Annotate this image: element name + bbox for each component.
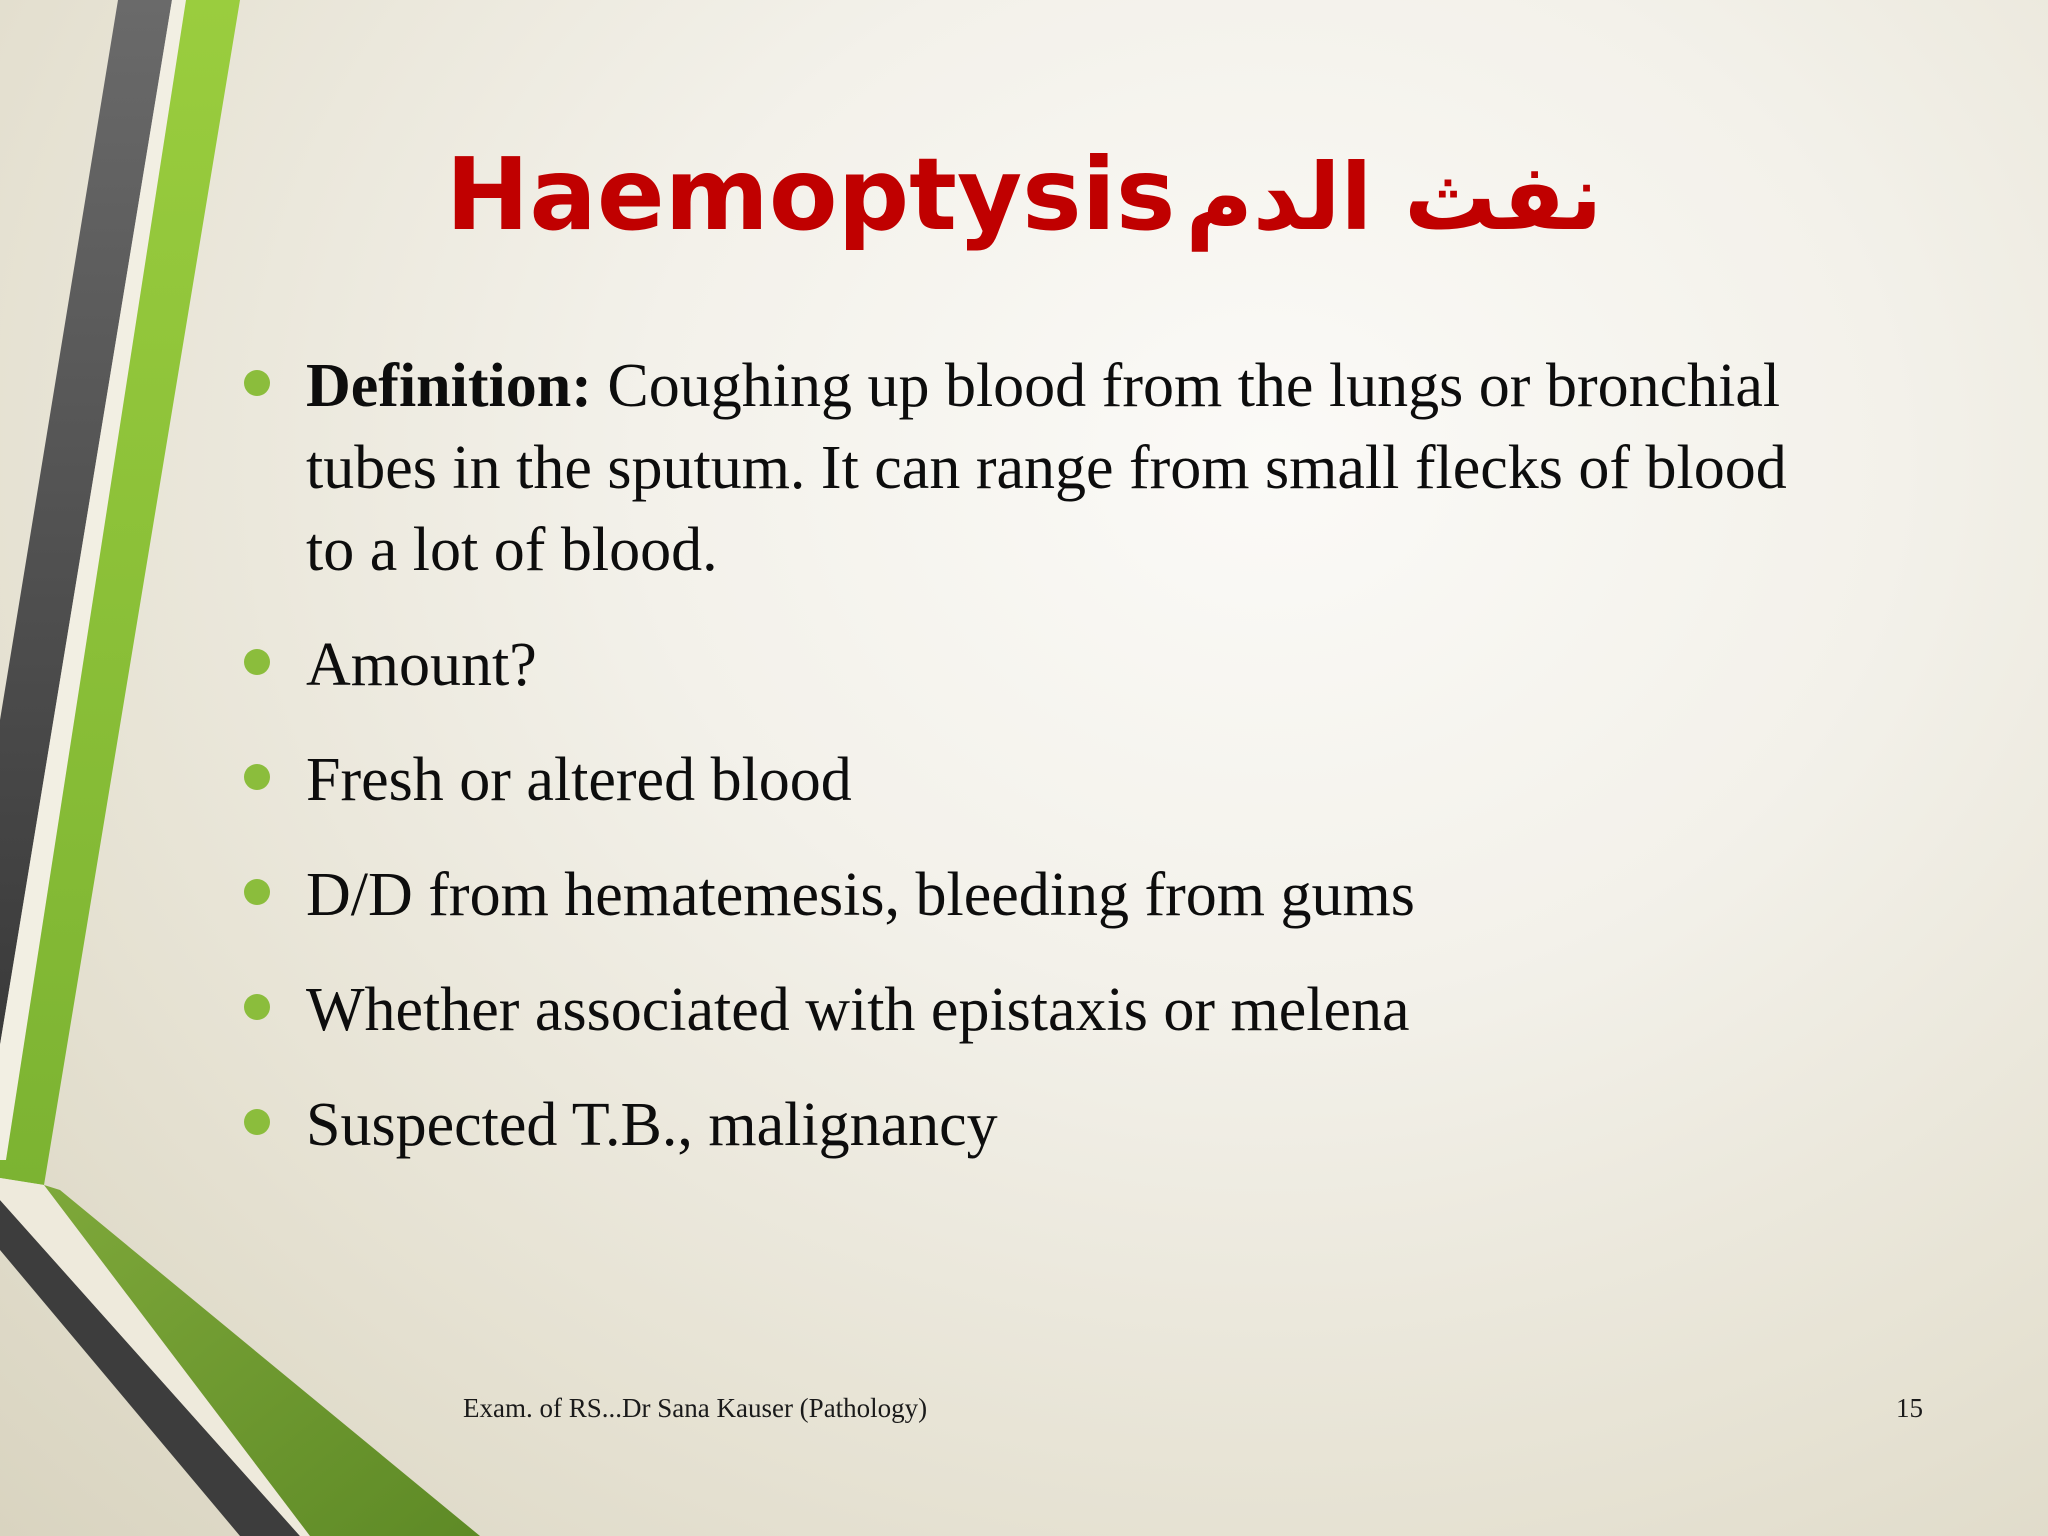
bullet-icon — [244, 649, 270, 675]
bullet-text: Fresh or altered blood — [306, 746, 852, 814]
cream-diagonal-line — [0, 1178, 310, 1536]
bullet-text: Amount? — [306, 631, 537, 699]
bullet-label: Definition: — [306, 352, 592, 420]
page-number: 15 — [1896, 1393, 1923, 1423]
title-text: Haemoptysis — [445, 136, 1176, 253]
bullet-item — [240, 624, 1800, 706]
bullet-item — [240, 345, 1800, 591]
bullet-icon — [244, 879, 270, 905]
bullet-icon — [244, 764, 270, 790]
title-arabic: نفث الدم — [1185, 144, 1603, 251]
bullet-text: Suspected T.B., malignancy — [306, 1091, 998, 1159]
slide-footer: Exam. of RS...Dr Sana Kauser (Pathology) — [463, 1393, 928, 1423]
bullet-icon — [244, 1109, 270, 1135]
bullet-text: Whether associated with epistaxis or melena — [306, 976, 1410, 1044]
bullet-icon — [244, 994, 270, 1020]
bullet-text: D/D from hematemesis, bleeding from gums — [306, 861, 1415, 929]
bullet-icon — [244, 370, 270, 396]
bullet-list — [240, 345, 1800, 1199]
bullet-item — [240, 739, 1800, 821]
bullet-text: Coughing up blood from the lungs or bronchial tubes in the sputum. It can range from small flecks of blood to a lot of blood. — [306, 352, 1787, 584]
slide-title — [0, 130, 2048, 263]
bullet-item — [240, 1084, 1800, 1166]
bullet-item — [240, 854, 1800, 936]
bullet-item — [240, 969, 1800, 1051]
